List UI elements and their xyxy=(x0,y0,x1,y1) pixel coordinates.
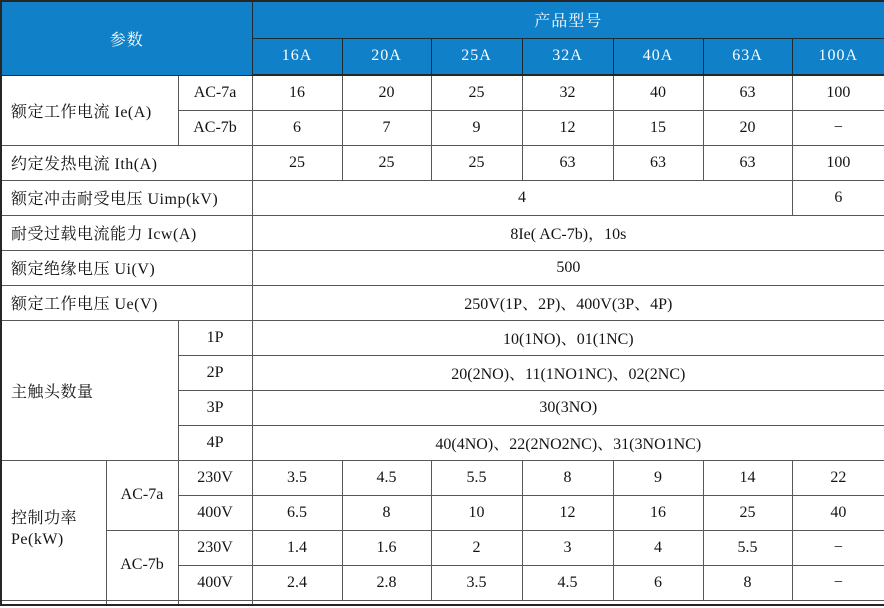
model-group-header-cell: 产品型号 xyxy=(252,1,884,38)
value-cell: 3.5 xyxy=(252,460,342,495)
value-cell: 25 xyxy=(431,145,522,180)
value-cell: 63 xyxy=(522,145,613,180)
value-cell: 1.6 xyxy=(342,530,431,565)
main-contacts-label: 主触头数量 xyxy=(1,320,178,460)
value-cell: 14 xyxy=(703,460,792,495)
control-power-label xyxy=(1,460,106,600)
overload-capacity-label: 耐受过载电流能力 Icw(A) xyxy=(1,215,252,250)
value-cell: 100 xyxy=(792,75,884,110)
value-cell: 8 xyxy=(522,460,613,495)
value-cell: 40 xyxy=(792,495,884,530)
sub-label-400v: 400V xyxy=(178,565,252,600)
col-header-20a: 20A xyxy=(342,38,431,75)
row-insulation-voltage xyxy=(1,250,884,285)
row-impulse-voltage xyxy=(1,180,884,215)
value-cell: 7 xyxy=(342,110,431,145)
main-contacts-2p-value: 20(2NO)、11(1NO1NC)、02(2NC) xyxy=(252,355,884,390)
insulation-voltage-value: 500 xyxy=(252,250,884,285)
value-cell: − xyxy=(792,110,884,145)
value-cell: 25 xyxy=(431,75,522,110)
row-cutoff-partial xyxy=(1,600,884,605)
col-header-16a: 16A xyxy=(252,38,342,75)
value-cell: 9 xyxy=(613,460,703,495)
col-header-32a: 32A xyxy=(522,38,613,75)
value-cell: − xyxy=(792,565,884,600)
sub-label-230v: 230V xyxy=(178,460,252,495)
main-contacts-3p-value: 30(3NO) xyxy=(252,390,884,425)
value-cell: 20 xyxy=(703,110,792,145)
working-voltage-label: 额定工作电压 Ue(V) xyxy=(1,285,252,320)
rated-current-label: 额定工作电流 Ie(A) xyxy=(1,75,178,145)
value-cell: 63 xyxy=(703,145,792,180)
working-voltage-value: 250V(1P、2P)、400V(3P、4P) xyxy=(252,285,884,320)
thermal-current-label: 约定发热电流 Ith(A) xyxy=(1,145,252,180)
value-cell: 100 xyxy=(792,145,884,180)
value-cell: 3.5 xyxy=(431,565,522,600)
value-cell: 1.4 xyxy=(252,530,342,565)
value-cell: 12 xyxy=(522,110,613,145)
row-working-voltage xyxy=(1,285,884,320)
value-cell: 8 xyxy=(342,495,431,530)
value-cell: 63 xyxy=(703,75,792,110)
value-cell: 25 xyxy=(252,145,342,180)
cutoff-cell xyxy=(178,600,252,605)
main-contacts-1p-value: 10(1NO)、01(1NC) xyxy=(252,320,884,355)
value-cell: 4.5 xyxy=(342,460,431,495)
value-cell: 10 xyxy=(431,495,522,530)
row-overload-capacity xyxy=(1,215,884,250)
sub-label-ac7a: AC-7a xyxy=(178,75,252,110)
sub-label-1p: 1P xyxy=(178,320,252,355)
header-row-group xyxy=(1,1,884,38)
value-cell: 40 xyxy=(613,75,703,110)
value-cell: 2.4 xyxy=(252,565,342,600)
sub-label-230v: 230V xyxy=(178,530,252,565)
value-cell: 25 xyxy=(342,145,431,180)
value-cell: 22 xyxy=(792,460,884,495)
value-cell: − xyxy=(792,530,884,565)
value-cell: 32 xyxy=(522,75,613,110)
col-header-63a: 63A xyxy=(703,38,792,75)
main-contacts-4p-value: 40(4NO)、22(2NO2NC)、31(3NO1NC) xyxy=(252,425,884,460)
value-cell: 5.5 xyxy=(703,530,792,565)
control-power-label-line1: 控制功率 xyxy=(11,510,78,528)
param-header-cell: 参数 xyxy=(1,1,252,75)
impulse-voltage-100a-value: 6 xyxy=(792,180,884,215)
cutoff-cell xyxy=(106,600,178,605)
sub-label-2p: 2P xyxy=(178,355,252,390)
col-header-100a: 100A xyxy=(792,38,884,75)
sub-label-ac7b: AC-7b xyxy=(106,530,178,600)
col-header-25a: 25A xyxy=(431,38,522,75)
impulse-voltage-main-value: 4 xyxy=(252,180,792,215)
row-control-power-ac7a-230v xyxy=(1,460,884,495)
value-cell: 9 xyxy=(431,110,522,145)
sub-label-3p: 3P xyxy=(178,390,252,425)
value-cell: 6 xyxy=(613,565,703,600)
sub-label-ac7a: AC-7a xyxy=(106,460,178,530)
value-cell: 8 xyxy=(703,565,792,600)
value-cell: 63 xyxy=(613,145,703,180)
value-cell: 12 xyxy=(522,495,613,530)
value-cell: 25 xyxy=(703,495,792,530)
row-rated-current-ac7a xyxy=(1,75,884,110)
value-cell: 6.5 xyxy=(252,495,342,530)
row-control-power-ac7b-230v xyxy=(1,530,884,565)
value-cell: 6 xyxy=(252,110,342,145)
control-power-label-line2: Pe(kW) xyxy=(11,531,64,548)
value-cell: 5.5 xyxy=(431,460,522,495)
value-cell: 20 xyxy=(342,75,431,110)
sub-label-400v: 400V xyxy=(178,495,252,530)
value-cell: 3 xyxy=(522,530,613,565)
sub-label-4p: 4P xyxy=(178,425,252,460)
col-header-40a: 40A xyxy=(613,38,703,75)
value-cell: 4 xyxy=(613,530,703,565)
cutoff-cell xyxy=(1,600,106,605)
value-cell: 2 xyxy=(431,530,522,565)
value-cell: 2.8 xyxy=(342,565,431,600)
row-main-contacts-1p xyxy=(1,320,884,355)
sub-label-ac7b: AC-7b xyxy=(178,110,252,145)
value-cell: 16 xyxy=(613,495,703,530)
overload-capacity-value: 8Ie( AC-7b)，10s xyxy=(252,215,884,250)
impulse-voltage-label: 额定冲击耐受电压 Uimp(kV) xyxy=(1,180,252,215)
row-thermal-current xyxy=(1,145,884,180)
value-cell: 16 xyxy=(252,75,342,110)
value-cell: 4.5 xyxy=(522,565,613,600)
insulation-voltage-label: 额定绝缘电压 Ui(V) xyxy=(1,250,252,285)
cutoff-cell xyxy=(252,600,884,605)
value-cell: 15 xyxy=(613,110,703,145)
